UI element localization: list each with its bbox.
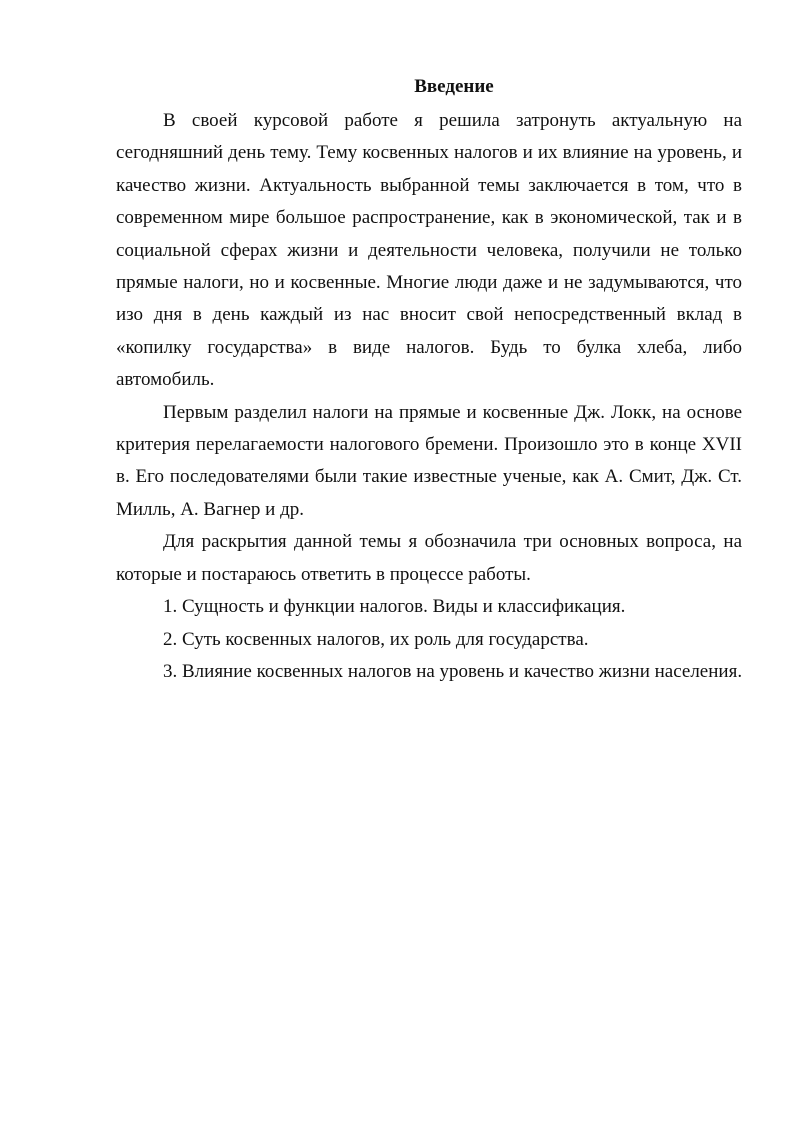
paragraph-history: Первым разделил налоги на прямые и косвенные Дж. Локк, на основе критерия перелагаемости налогового бремени. Произошло это в конце XVII в. Его последователями были такие известные ученые, как А. Смит, Дж. Ст. Милль, А. Вагнер и др. (116, 401, 742, 520)
document-page (116, 74, 742, 688)
paragraph-questions: Для раскрытия данной темы я обозначила три основных вопроса, на которые и постараюсь ответить в процессе работы. (116, 531, 742, 585)
questions-list (116, 591, 742, 688)
list-item: 1. Сущность и функции налогов. Виды и классификация. (163, 596, 626, 618)
paragraph-relevance: В своей курсовой работе я решила затронуть актуальную на сегодняшний день тему. Тему косвенных налогов и их влияние на уровень, и качество жизни. Актуальность выбранной темы заключается в том, что в современном мире большое распространение, как в экономической, так и в социальной сферах жизни и деятельности человека, получили не только прямые налоги, но и косвенные. Многие люди даже и не задумываются, что изо дня в день каждый из нас вносит свой непосредственный вклад в «копилку государства» в виде налогов. Будь то булка хлеба, либо автомобиль. (116, 110, 742, 391)
document-title: Введение (414, 76, 494, 97)
list-item: 2. Суть косвенных налогов, их роль для государства. (163, 628, 589, 650)
list-item: 3. Влияние косвенных налогов на уровень и качество жизни населения. (163, 660, 743, 682)
